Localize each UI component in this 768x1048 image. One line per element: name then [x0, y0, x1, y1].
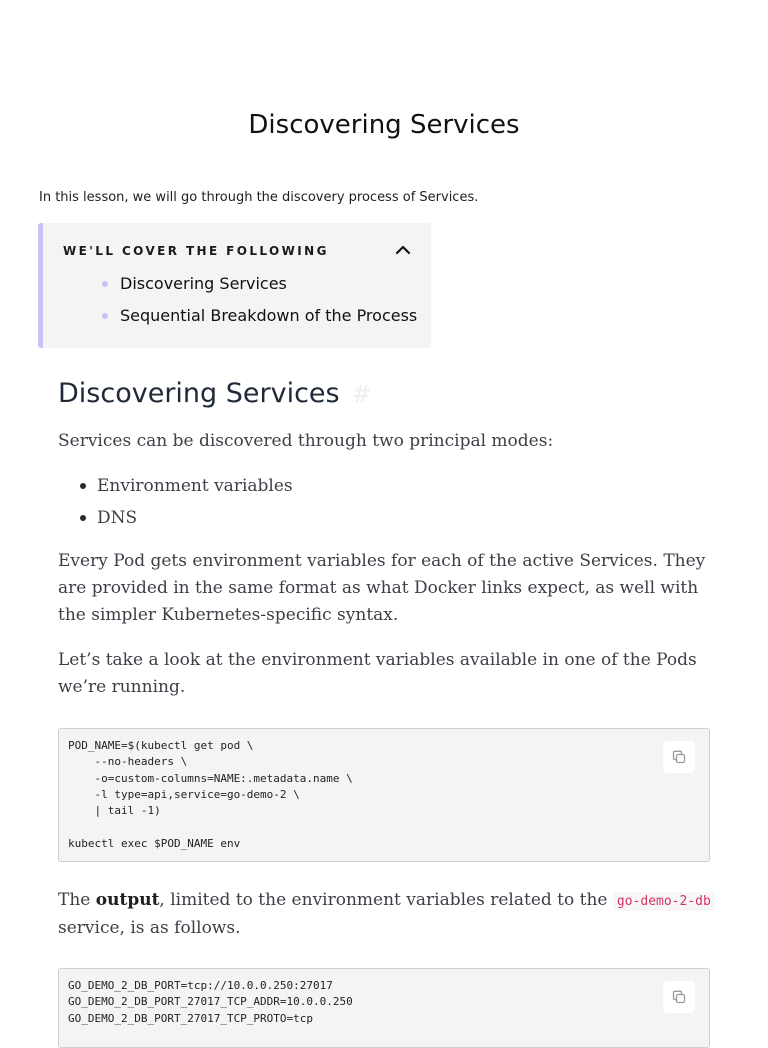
list-item-label: DNS [97, 508, 138, 528]
paragraph-output [58, 887, 718, 942]
copy-icon [672, 750, 686, 764]
toc-panel [38, 223, 431, 348]
code-block-output [58, 968, 710, 1048]
paragraph-env-vars: Every Pod gets environment variables for each of the active Services. They are provided in the same format as what Docker links expect, as well with the simpler Kubernetes-specific syntax. [58, 551, 706, 625]
inline-code-service: go-demo-2-db [613, 892, 715, 911]
toc-list [101, 271, 417, 335]
copy-button[interactable] [663, 981, 695, 1013]
copy-button[interactable] [663, 741, 695, 773]
output-text-middle: , limited to the environment variables related to the [159, 890, 613, 910]
toc-bullet [102, 313, 108, 319]
toc-collapse-button[interactable] [393, 241, 413, 259]
page-title: Discovering Services [248, 110, 520, 140]
section-heading-text: Discovering Services [58, 378, 340, 409]
copy-icon [672, 990, 686, 1004]
list-bullet [80, 515, 86, 521]
toc-item-label: Discovering Services [120, 274, 287, 293]
toc-item-discovering-services[interactable] [101, 271, 417, 303]
output-text-after: service, is as follows. [58, 918, 241, 938]
list-bullet [80, 483, 86, 489]
modes-list [58, 473, 293, 537]
code-block-command [58, 728, 710, 862]
list-item [58, 505, 293, 537]
toc-bullet [102, 281, 108, 287]
lesson-intro: In this lesson, we will go through the discovery process of Services. [39, 190, 479, 205]
toc-heading: WE'LL COVER THE FOLLOWING [63, 244, 329, 258]
code-content[interactable]: POD_NAME=$(kubectl get pod \ --no-headers \ -o=custom-columns=NAME:.metadata.name \ -l type=api,service=go-demo-2 \ | tail -1) kubectl exec $POD_NAME env [68, 739, 353, 850]
section-heading [58, 378, 372, 409]
toc-item-label: Sequential Breakdown of the Process [120, 306, 418, 325]
chevron-up-icon [393, 241, 413, 259]
list-item [58, 473, 293, 505]
list-item-label: Environment variables [97, 476, 293, 496]
output-bold: output [95, 890, 160, 910]
paragraph-modes: Services can be discovered through two principal modes: [58, 431, 554, 451]
code-content[interactable]: GO_DEMO_2_DB_PORT=tcp://10.0.0.250:27017 GO_DEMO_2_DB_PORT_27017_TCP_ADDR=10.0.0.250 GO_DEMO_2_DB_PORT_27017_TCP_PROTO=tcp [68, 979, 353, 1025]
output-text-before: The [58, 890, 96, 910]
toc-item-sequential-breakdown[interactable] [101, 303, 417, 335]
paragraph-look: Let’s take a look at the environment variables available in one of the Pods we’re running. [58, 650, 697, 697]
section-anchor-link[interactable]: # [351, 380, 372, 408]
